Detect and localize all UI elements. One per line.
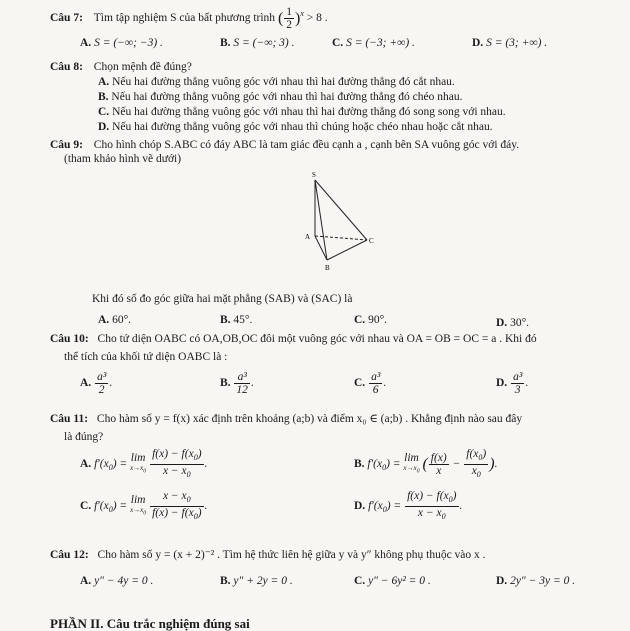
fig-label-c: C xyxy=(369,237,374,245)
q10-stem-line xyxy=(50,332,537,347)
q9-label: Câu 9: xyxy=(50,139,83,151)
q8-label: Câu 8: xyxy=(50,61,83,73)
q11-opt-d[interactable]: D. $f'(x_0)$ = $\frac{f(x) - f(x_0)}{x - x_0}$ . xyxy=(354,490,463,521)
q10-stem2: thể tích của khối tứ diện OABC là : xyxy=(64,351,228,363)
q7-opt-b[interactable]: B. S = (−∞; 3) . xyxy=(220,37,295,49)
q12-opt-d[interactable]: D. 2y″ − 3y = 0 . xyxy=(496,575,576,587)
q9-opt-a[interactable]: A. 60°. xyxy=(98,314,132,326)
q11-opt-a[interactable]: A. $f'(x_0)$ = lim $x\to x_0$ $\frac{f(x) - f(x_0)}{x - x_0}$ . xyxy=(80,448,208,479)
q8-opt-d[interactable]: D. Nếu hai đường thẳng vuông góc với nhau thì chúng hoặc chéo nhau hoặc cắt nhau. xyxy=(98,121,493,133)
q7-fraction: $\frac{1}{2}$ xyxy=(286,6,293,31)
q10-opt-b[interactable]: B. $\frac{\text{a³}}{12}$ . xyxy=(220,370,254,396)
fig-label-a: A xyxy=(305,233,311,241)
q12-opt-a[interactable]: A. y″ − 4y = 0 . xyxy=(80,575,154,587)
q7-opt-c[interactable]: C. S = (−3; +∞) . xyxy=(332,37,415,49)
q9-stem: Cho hình chóp S.ABC có đáy ABC là tam giác đều cạnh a , cạnh bên SA vuông góc với đáy. xyxy=(93,139,520,151)
q9-opt-b[interactable]: B. 45°. xyxy=(220,314,253,326)
q11-stem2: là đúng? xyxy=(64,431,104,443)
pyramid-figure xyxy=(295,168,375,278)
q12-opt-c[interactable]: C. y″ − 6y² = 0 . xyxy=(354,575,431,587)
fig-label-s: S xyxy=(312,171,316,179)
q9-stem2: (tham khảo hình vẽ dưới) xyxy=(64,153,182,165)
q7-rhs: > 8 . xyxy=(306,12,328,25)
q10-opt-d[interactable]: D. $\frac{\text{a³}}{3}$ . xyxy=(496,370,529,396)
q9-stem-line xyxy=(50,138,519,153)
q7-label: Câu 7: xyxy=(50,12,83,25)
q10-label: Câu 10: xyxy=(50,333,89,345)
q8-stem-line xyxy=(50,60,192,75)
q11-stem: Cho hàm số y = f(x) xác định trên khoảng (a;b) và điểm x₀ ∈ (a;b) . Khẳng định nào sau đây xyxy=(96,413,523,425)
q8-stem: Chọn mệnh đề đúng? xyxy=(93,61,192,73)
q9-opt-d[interactable]: D. 30°. xyxy=(496,317,530,329)
section-heading-part2: PHẦN II. Câu trắc nghiệm đúng sai xyxy=(50,616,250,631)
q7-opt-d[interactable]: D. S = (3; +∞) . xyxy=(472,37,548,49)
q10-opt-c[interactable]: C. $\frac{\text{a³}}{6}$ . xyxy=(354,370,387,396)
q12-stem-line xyxy=(50,548,486,563)
q9-question: Khi đó số đo góc giữa hai mặt phẳng (SAB) và (SAC) là xyxy=(92,293,353,305)
q10-opt-a[interactable]: A. $\frac{\text{a³}}{2}$ . xyxy=(80,370,113,396)
fig-label-b: B xyxy=(325,264,330,272)
q8-opt-b[interactable]: B. Nếu hai đường thẳng vuông góc với nhau thì hai đường thẳng đó chéo nhau. xyxy=(98,91,463,103)
q7-stem: Tìm tập nghiệm S của bất phương trình xyxy=(93,12,276,25)
q7-stem-line: Câu 7: Tìm tập nghiệm S của bất phương trình ( $\frac{1}{2}$ )$^x$ > 8 . xyxy=(50,6,328,31)
q8-opt-a[interactable]: A. Nếu hai đường thẳng vuông góc với nhau thì hai đường thẳng đó cắt nhau. xyxy=(98,76,455,88)
q11-stem-line xyxy=(50,412,522,427)
q7-exponent: x xyxy=(300,9,304,19)
q7-opt-a[interactable]: A. S = (−∞; −3) . xyxy=(80,37,163,49)
q12-stem: Cho hàm số y = (x + 2)⁻² . Tìm hệ thức liên hệ giữa y và y″ không phụ thuộc vào x . xyxy=(97,549,486,561)
q11-label: Câu 11: xyxy=(50,413,89,425)
q10-stem: Cho tứ diện OABC có OA,OB,OC đôi một vuông góc với nhau và OA = OB = OC = a . Khi đó xyxy=(97,333,537,345)
q9-opt-c[interactable]: C. 90°. xyxy=(354,314,388,326)
q12-label: Câu 12: xyxy=(50,549,89,561)
q11-opt-b[interactable]: B. $f'(x_0)$ = lim $x\to x_0$ ( $\frac{f(x)}{x}$ − $\frac{f(x_0)}{x_0}$ ). xyxy=(354,448,498,479)
q12-opt-b[interactable]: B. y″ + 2y = 0 . xyxy=(220,575,293,587)
q8-opt-c[interactable]: C. Nếu hai đường thẳng vuông góc với nhau thì hai đường thẳng đó song song với nhau. xyxy=(98,106,506,118)
q11-opt-c[interactable]: C. $f'(x_0)$ = lim $x\to x_0$ $\frac{x - x_0}{f(x) - f(x_0)}$ . xyxy=(80,490,208,521)
